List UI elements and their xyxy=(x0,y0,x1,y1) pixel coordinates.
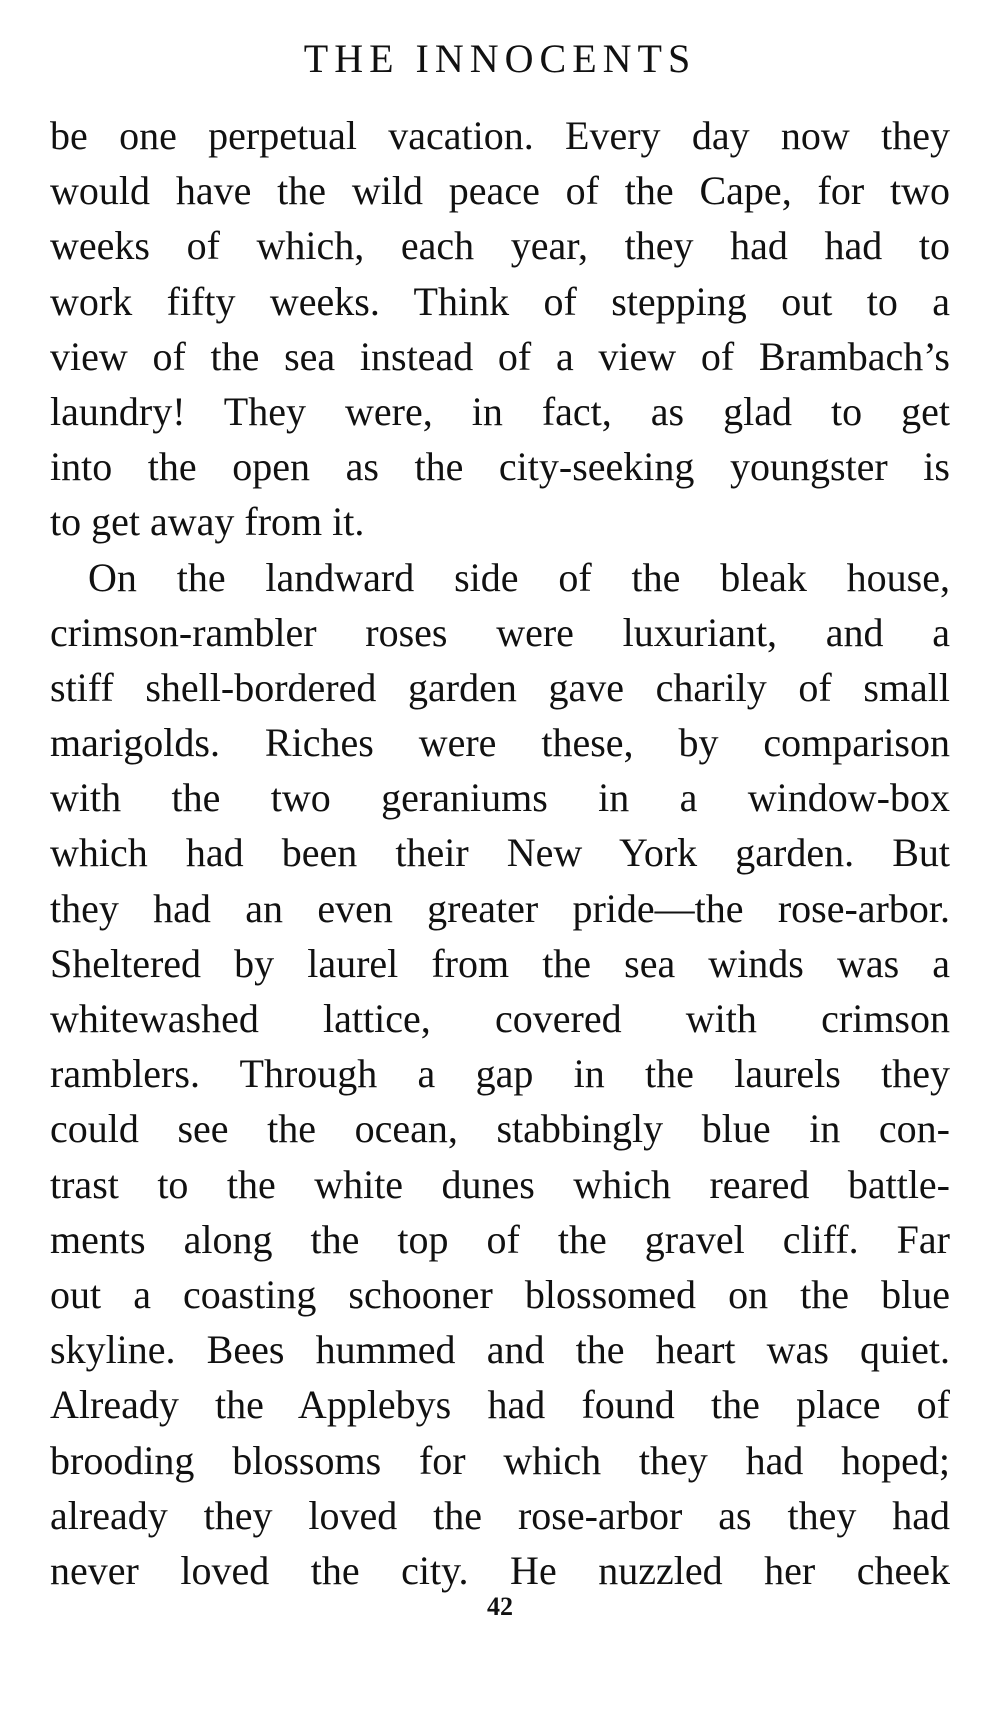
text-line: skyline. Bees hummed and the heart was quiet. xyxy=(50,1327,950,1373)
text-line: view of the sea instead of a view of Brambach’s xyxy=(50,333,950,379)
paragraph-2 xyxy=(50,550,950,1599)
body-text xyxy=(50,108,950,1598)
text-line: weeks of which, each year, they had had to xyxy=(50,223,950,269)
text-line: be one perpetual vacation. Every day now they xyxy=(50,113,950,158)
text-line: never loved the city. He nuzzled her cheek xyxy=(50,1547,950,1593)
text-line: could see the ocean, stabbingly blue in con- xyxy=(50,1106,950,1152)
text-line: which had been their New York garden. But xyxy=(50,830,950,876)
text-line: out a coasting schooner blossomed on the blue xyxy=(50,1271,950,1317)
text-line: brooding blossoms for which they had hoped; xyxy=(50,1437,950,1483)
text-line: laundry! They were, in fact, as glad to get xyxy=(50,388,950,434)
paragraph-1 xyxy=(50,108,950,550)
page-number: 42 xyxy=(487,1592,513,1621)
text-line: ramblers. Through a gap in the laurels they xyxy=(50,1051,950,1097)
text-line: into the open as the city-seeking youngster is xyxy=(50,444,950,490)
text-line: would have the wild peace of the Cape, for two xyxy=(50,168,950,214)
text-line: stiff shell-bordered garden gave charily of small xyxy=(50,664,950,710)
text-line: already they loved the rose-arbor as they had xyxy=(50,1492,950,1538)
text-line: with the two geraniums in a window-box xyxy=(50,775,950,821)
text-line: Sheltered by laurel from the sea winds was a xyxy=(50,940,950,986)
text-line: to get away from it. xyxy=(50,499,365,545)
text-line: trast to the white dunes which reared battle- xyxy=(50,1161,950,1207)
running-head: THE INNOCENTS xyxy=(303,36,697,81)
text-line: ments along the top of the gravel cliff. Far xyxy=(50,1216,950,1262)
text-line: Already the Applebys had found the place of xyxy=(50,1382,950,1428)
text-line: whitewashed lattice, covered with crimson xyxy=(50,996,950,1041)
text-line: crimson-rambler roses were luxuriant, and a xyxy=(50,609,950,655)
text-line: they had an even greater pride—the rose-arbor. xyxy=(50,885,950,931)
text-line: marigolds. Riches were these, by comparison xyxy=(50,720,950,766)
text-line: On the landward side of the bleak house, xyxy=(88,554,950,600)
text-line: work fifty weeks. Think of stepping out to a xyxy=(50,278,950,324)
